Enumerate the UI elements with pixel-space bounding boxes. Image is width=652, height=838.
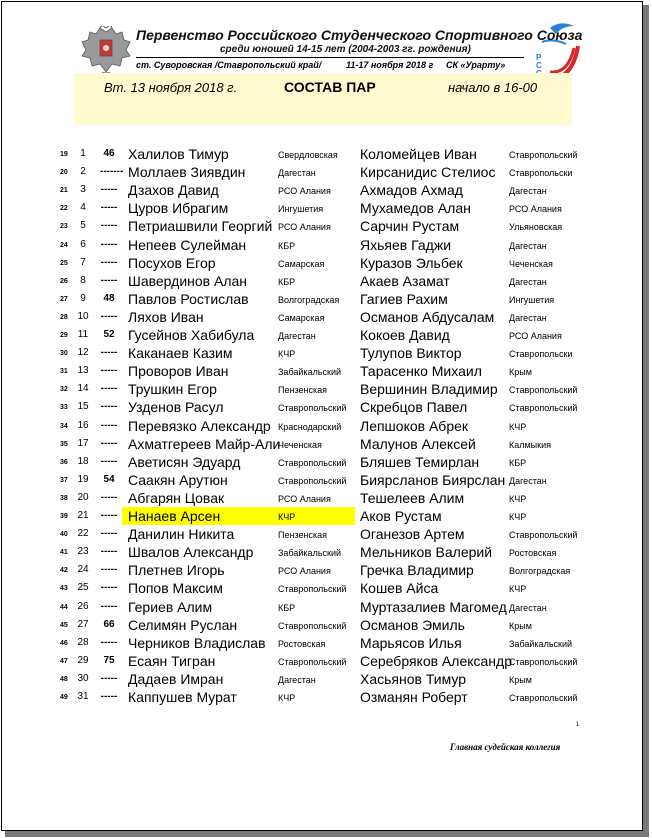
table-row <box>2 236 644 254</box>
row-index: 35 <box>60 440 68 448</box>
pair-number: 18 <box>77 455 89 467</box>
table-row <box>2 181 644 199</box>
row-index: 20 <box>60 169 68 177</box>
athlete-left-name: Нанаев Арсен <box>128 508 221 524</box>
athlete-right-name: Хасьянов Тимур <box>360 670 467 687</box>
row-index: 36 <box>60 458 68 466</box>
header-divider <box>136 57 524 58</box>
table-row <box>2 489 644 507</box>
row-index: 29 <box>60 332 68 339</box>
athlete-right-region: Дагестан <box>509 602 547 613</box>
athlete-right-name: Тулупов Виктор <box>360 345 462 362</box>
athlete-left-name: Каппушев Мурат <box>128 689 237 705</box>
athlete-right-region: КЧР <box>509 584 527 595</box>
athlete-right-name: Акаев Азамат <box>360 272 450 289</box>
athlete-right-name: Оганезов Артем <box>360 526 465 543</box>
athlete-right-region: Ульяновская <box>509 222 563 233</box>
athlete-right-name: Серебряков Александр <box>360 652 512 669</box>
athlete-left-name: Шавердинов Алан <box>128 272 248 289</box>
pair-score: 46 <box>103 148 115 159</box>
table-row <box>2 525 644 543</box>
athlete-left-region: Ставропольский <box>278 620 347 631</box>
table-row <box>2 453 644 471</box>
pair-number: 6 <box>80 238 86 250</box>
athlete-left-name: Аветисян Эдуард <box>128 453 241 470</box>
athlete-left-name: Непеев Сулейман <box>128 236 247 253</box>
athlete-left-name: Гусейнов Хабибула <box>128 327 255 343</box>
row-index: 27 <box>60 295 68 303</box>
athlete-left-region: Пензенская <box>278 385 327 396</box>
table-row <box>2 344 644 362</box>
athlete-left-region: Свердловская <box>278 150 338 160</box>
pair-score: ----- <box>100 564 118 576</box>
pair-number: 25 <box>77 582 89 594</box>
athlete-left-name: Плетнев Игорь <box>128 562 225 579</box>
row-index: 24 <box>60 241 68 249</box>
table-row <box>2 435 644 453</box>
table-row <box>2 688 644 706</box>
athlete-right-name: Тешелеев Алим <box>360 489 465 506</box>
pair-score: ----- <box>100 455 118 467</box>
table-row <box>2 199 644 217</box>
pair-score: ----- <box>100 365 118 377</box>
pair-number: 30 <box>77 672 89 684</box>
pair-number: 23 <box>77 546 89 558</box>
athlete-left-name: Трушкин Егор <box>128 381 217 398</box>
table-row <box>2 670 644 688</box>
athlete-right-region: Ставропольски <box>509 168 573 179</box>
pair-number: 28 <box>77 636 89 648</box>
athlete-right-region: Забайкальский <box>509 638 572 649</box>
athlete-left-region: Дагестан <box>278 331 316 341</box>
athlete-right-name: Османов Эмиль <box>360 616 465 633</box>
pair-score: ----- <box>100 202 118 214</box>
table-row <box>2 507 644 525</box>
pair-number: 11 <box>77 329 89 340</box>
athlete-right-region: Волгоградская <box>509 566 571 577</box>
pair-number: 20 <box>77 491 89 503</box>
athlete-left-name: Есаян Тигран <box>128 652 216 669</box>
athlete-right-region: Дагестан <box>509 475 547 486</box>
athlete-right-name: Ахмадов Ахмад <box>360 182 463 199</box>
athlete-right-name: Гречка Владимир <box>360 562 474 579</box>
table-row <box>2 471 644 489</box>
row-index: 25 <box>60 259 68 267</box>
athlete-left-region: РСО Алания <box>278 186 331 197</box>
pair-score: ----- <box>100 582 118 594</box>
athlete-left-name: Перевязко Александр <box>128 417 271 434</box>
pair-number: 17 <box>77 437 89 449</box>
event-title: Первенство Российского Студенческого Спортивного Союза <box>136 27 583 43</box>
pair-number: 13 <box>77 365 89 377</box>
athlete-right-region: Крым <box>509 674 532 685</box>
table-row <box>2 634 644 652</box>
pair-score: ----- <box>100 310 118 322</box>
athlete-left-region: КБР <box>278 276 296 287</box>
athlete-left-name: Дзахов Давид <box>128 182 219 199</box>
document-header <box>74 17 583 125</box>
pair-number: 2 <box>80 166 86 178</box>
pair-score: ----- <box>100 672 118 684</box>
pair-number: 7 <box>80 256 86 268</box>
start-time: начало в 16-00 <box>448 80 538 95</box>
athlete-right-region: Дагестан <box>509 312 547 323</box>
athlete-right-name: Бляшев Темирлан <box>360 453 480 470</box>
pair-score: 48 <box>103 292 115 304</box>
pair-number: 29 <box>77 654 89 666</box>
athlete-right-name: Муртазалиев Магомед <box>360 598 507 615</box>
athlete-left-name: Петриашвили Георгий <box>128 218 273 235</box>
pair-number: 22 <box>77 528 89 540</box>
athlete-left-name: Халилов Тимур <box>128 146 229 162</box>
row-index: 21 <box>60 187 68 195</box>
athlete-right-region: Ростовская <box>509 548 557 559</box>
athlete-right-region: Дагестан <box>509 276 547 287</box>
table-row <box>2 561 644 579</box>
row-index: 40 <box>60 531 68 539</box>
athlete-right-name: Коломейцев Иван <box>360 146 477 162</box>
athlete-left-region: Дагестан <box>278 674 316 685</box>
athlete-right-name: Озманян Роберт <box>360 689 468 705</box>
row-index: 43 <box>60 585 68 593</box>
table-row <box>2 217 644 235</box>
table-row <box>2 380 644 398</box>
athlete-left-region: Чеченская <box>278 439 322 450</box>
row-index: 33 <box>60 404 68 412</box>
athlete-left-region: РСО Алания <box>278 222 331 233</box>
row-index: 38 <box>60 494 68 502</box>
pair-score: 54 <box>103 473 115 485</box>
athlete-right-region: КЧР <box>509 493 527 504</box>
athlete-right-region: Ставропольский <box>509 385 578 396</box>
athlete-right-name: Вершинин Владимир <box>360 381 498 398</box>
athlete-left-name: Ляхов Иван <box>128 308 204 325</box>
pair-number: 10 <box>77 310 89 322</box>
document-title: СОСТАВ ПАР <box>284 79 376 95</box>
table-row <box>2 579 644 597</box>
athlete-right-region: Ингушетия <box>509 294 555 305</box>
pair-score: ----- <box>100 491 118 503</box>
row-index: 34 <box>60 422 68 430</box>
athlete-left-region: Ставропольский <box>278 584 347 595</box>
athlete-left-region: Дагестан <box>278 168 316 179</box>
event-venue: СК «Урарту» <box>446 60 506 70</box>
athlete-left-name: Селимян Руслан <box>128 616 238 633</box>
pair-score: ----- <box>100 347 118 359</box>
pair-number: 3 <box>80 184 86 196</box>
pair-score: ----- <box>100 184 118 196</box>
page-shadow-bottom <box>5 831 649 837</box>
pair-number: 14 <box>77 383 89 395</box>
athlete-right-region: КЧР <box>509 421 527 432</box>
event-place: ст. Суворовская /Ставропольский край/ <box>136 60 322 70</box>
event-subtitle: среди юношей 14-15 лет (2004-2003 гг. рождения) <box>220 44 471 55</box>
pair-number: 21 <box>77 510 89 521</box>
athlete-right-name: Кошев Айса <box>360 580 439 597</box>
pair-number: 5 <box>80 220 86 232</box>
footer-signature: Главная судейская коллегия <box>450 742 561 752</box>
athlete-right-name: Куразов Эльбек <box>360 254 463 271</box>
row-index: 19 <box>60 151 68 158</box>
table-row <box>2 308 644 326</box>
pair-score: ----- <box>100 528 118 540</box>
athlete-left-region: Волгоградская <box>278 294 340 305</box>
athlete-right-name: Биярсланов Биярслан <box>360 471 506 488</box>
athlete-right-region: РСО Алания <box>509 204 562 215</box>
pair-number: 9 <box>80 292 86 304</box>
athlete-left-name: Швалов Александр <box>128 544 254 561</box>
svg-text:Р: Р <box>536 53 542 62</box>
row-index: 48 <box>60 675 68 683</box>
athlete-right-region: Чеченская <box>509 258 553 269</box>
athlete-right-region: Ставропольский <box>509 693 578 703</box>
row-index: 45 <box>60 621 68 629</box>
athlete-left-name: Моллаев Зиявдин <box>128 164 246 181</box>
table-row <box>2 254 644 272</box>
athlete-right-region: КБР <box>509 457 527 468</box>
athlete-right-name: Скребцов Павел <box>360 399 468 416</box>
pair-number: 4 <box>80 202 86 214</box>
athlete-left-region: Самарская <box>278 258 325 269</box>
athlete-left-region: Ростовская <box>278 638 326 649</box>
athlete-right-name: Мухамедов Алан <box>360 200 471 217</box>
athlete-left-region: РСО Алания <box>278 566 331 577</box>
athlete-left-name: Саакян Арутюн <box>128 471 228 488</box>
table-row <box>2 616 644 634</box>
athlete-right-name: Мельников Валерий <box>360 544 493 561</box>
athlete-right-region: Ставропольский <box>509 403 578 414</box>
athlete-right-region: Ставропольски <box>509 349 573 360</box>
athlete-left-region: КБР <box>278 240 296 251</box>
athlete-right-region: Ставропольский <box>509 656 578 667</box>
pair-number: 1 <box>80 148 86 159</box>
row-index: 47 <box>60 657 68 665</box>
pair-number: 15 <box>77 401 89 413</box>
table-row <box>2 598 644 616</box>
athlete-left-name: Ахматгереев Майр-Али <box>128 435 281 452</box>
pair-score: 52 <box>103 329 115 340</box>
pair-number: 16 <box>77 419 89 431</box>
pair-number: 27 <box>77 618 89 630</box>
athlete-right-name: Кирсанидис Стелиос <box>360 164 496 181</box>
pair-number: 26 <box>77 600 89 612</box>
athlete-left-name: Попов Максим <box>128 580 223 597</box>
table-row <box>2 326 644 344</box>
row-index: 26 <box>60 277 68 285</box>
page-number: 1 <box>576 722 580 728</box>
athlete-left-region: Ставропольский <box>278 457 347 468</box>
athlete-left-region: КБР <box>278 602 296 613</box>
athlete-left-region: Забайкальский <box>278 548 341 559</box>
pair-score: ----- <box>100 256 118 268</box>
pair-number: 24 <box>77 564 89 576</box>
row-index: 31 <box>60 368 68 376</box>
document-page <box>1 1 643 831</box>
athlete-left-name: Гериев Алим <box>128 598 213 615</box>
pair-score: ----- <box>100 238 118 250</box>
athlete-left-region: КЧР <box>278 693 296 703</box>
athlete-left-name: Узденов Расул <box>128 399 224 416</box>
pair-score: ----- <box>100 220 118 232</box>
athlete-left-region: Забайкальский <box>278 367 341 378</box>
pair-score: ----- <box>100 636 118 648</box>
table-row <box>2 362 644 380</box>
event-dates: 11-17 ноября 2018 г <box>346 60 434 70</box>
athlete-left-name: Проворов Иван <box>128 363 229 380</box>
athlete-right-name: Сарчин Рустам <box>360 218 460 235</box>
athlete-right-region: Ставропольский <box>509 150 578 160</box>
pair-score: ----- <box>100 437 118 449</box>
athlete-left-name: Павлов Ростислав <box>128 290 249 307</box>
pair-score: ----- <box>100 691 118 702</box>
athlete-left-region: Самарская <box>278 312 325 323</box>
athlete-right-region: Дагестан <box>509 240 547 251</box>
row-index: 44 <box>60 603 68 611</box>
row-index: 22 <box>60 205 68 213</box>
pair-number: 31 <box>77 691 89 702</box>
athlete-left-region: Ставропольский <box>278 656 347 667</box>
pair-number: 19 <box>77 473 89 485</box>
pair-score: ----- <box>100 419 118 431</box>
session-date: Вт. 13 ноября 2018 г. <box>104 80 238 95</box>
athlete-left-region: Ставропольский <box>278 403 347 414</box>
athlete-right-name: Османов Абдусалам <box>360 308 495 325</box>
athlete-right-name: Тарасенко Михаил <box>360 363 482 380</box>
table-row <box>2 272 644 290</box>
athlete-right-region: Калмыкия <box>509 439 551 450</box>
svg-text:С: С <box>536 61 542 70</box>
row-index: 28 <box>60 313 68 321</box>
row-index: 37 <box>60 476 68 484</box>
table-row <box>2 145 644 163</box>
athlete-right-name: Кокоев Давид <box>360 327 450 343</box>
athlete-left-region: КЧР <box>278 349 296 360</box>
athlete-right-name: Яхьяев Гаджи <box>360 236 452 253</box>
athlete-left-region: Ставропольский <box>278 475 347 486</box>
athlete-right-name: Гагиев Рахим <box>360 290 448 307</box>
athlete-left-name: Посухов Егор <box>128 254 216 271</box>
athlete-left-region: КЧР <box>278 512 296 522</box>
pair-score: ----- <box>100 401 118 413</box>
pair-score: ----- <box>100 383 118 395</box>
athlete-right-region: Крым <box>509 367 532 378</box>
pair-score: 66 <box>103 618 115 630</box>
athlete-left-name: Данилин Никита <box>128 526 235 543</box>
athlete-left-name: Цуров Ибрагим <box>128 200 229 217</box>
row-index: 39 <box>60 513 68 520</box>
row-index: 32 <box>60 386 68 394</box>
row-index: 42 <box>60 567 68 575</box>
table-row <box>2 163 644 181</box>
pair-score: ----- <box>100 600 118 612</box>
athlete-left-region: Краснодарский <box>278 421 342 432</box>
athlete-left-name: Абгарян Цовак <box>128 489 225 506</box>
table-row <box>2 543 644 561</box>
table-row <box>2 398 644 416</box>
athlete-left-name: Черников Владислав <box>128 634 266 651</box>
row-index: 49 <box>60 694 68 701</box>
athlete-right-name: Лепшоков Абрек <box>360 417 469 434</box>
table-row <box>2 417 644 435</box>
row-index: 30 <box>60 350 68 358</box>
athlete-right-region: РСО Алания <box>509 331 562 341</box>
table-row <box>2 652 644 670</box>
athlete-left-name: Каканаев Казим <box>128 345 233 362</box>
athlete-right-region: Ставропольский <box>509 530 578 541</box>
athlete-right-name: Аков Рустам <box>360 508 442 524</box>
table-row <box>2 290 644 308</box>
pair-score: ------- <box>100 166 124 178</box>
pair-score: ----- <box>100 274 118 286</box>
athlete-right-region: Крым <box>509 620 532 631</box>
pair-number: 12 <box>77 347 89 359</box>
athlete-left-region: Пензенская <box>278 530 327 541</box>
pair-score: ----- <box>100 546 118 558</box>
athlete-left-name: Дадаев Имран <box>128 670 224 687</box>
pair-number: 8 <box>80 274 86 286</box>
pair-score: 75 <box>103 654 115 666</box>
athlete-left-region: Ингушетия <box>278 204 324 215</box>
pair-score: ----- <box>100 510 118 521</box>
athlete-right-name: Малунов Алексей <box>360 435 476 452</box>
row-index: 46 <box>60 639 68 647</box>
athlete-right-region: Дагестан <box>509 186 547 197</box>
row-index: 23 <box>60 223 68 231</box>
athlete-right-region: КЧР <box>509 512 527 522</box>
athlete-left-region: РСО Алания <box>278 493 331 504</box>
athlete-right-name: Марьясов Илья <box>360 634 462 651</box>
row-index: 41 <box>60 549 68 557</box>
